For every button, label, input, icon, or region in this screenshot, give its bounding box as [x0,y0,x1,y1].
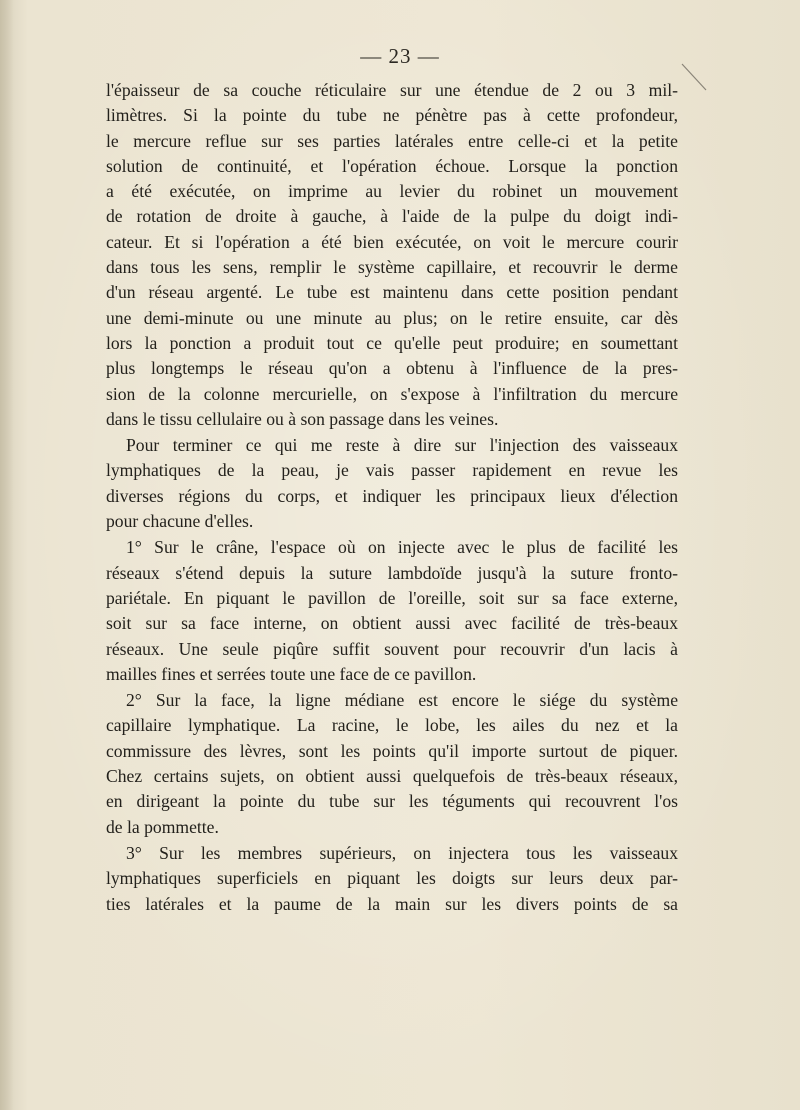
body-text [106,78,678,917]
text-line: a été exécutée, on imprime au levier du robinet un mouvement [106,181,678,202]
text-line: soit sur sa face interne, on obtient aussi avec facilité de très-beaux [106,613,678,634]
text-line: en dirigeant la pointe du tube sur les téguments qui recouvrent l'os [106,791,678,812]
text-line: 1° Sur le crâne, l'espace où on injecte avec le plus de facilité les [126,537,678,558]
page-binding-shadow [0,0,14,1110]
text-line: cateur. Et si l'opération a été bien exécutée, on voit le mercure courir [106,231,678,252]
text-line: l'épaisseur de sa couche réticulaire sur une étendue de 2 ou 3 mil- [106,80,678,100]
text-line: plus longtemps le réseau qu'on a obtenu à l'influence de la pres- [106,358,678,379]
text-line: 3° Sur les membres supérieurs, on injectera tous les vaisseaux [126,842,678,863]
text-line: Pour terminer ce qui me reste à dire sur l'injection des vaisseaux [126,435,678,456]
text-line: commissure des lèvres, sont les points qu'il importe surtout de piquer. [106,740,678,761]
text-line: ties latérales et la paume de la main sur les divers points de sa [106,893,678,914]
text-line: de rotation de droite à gauche, à l'aide de la pulpe du doigt indi- [106,206,678,227]
text-line: dans tous les sens, remplir le système capillaire, et recouvrir le derme [106,257,678,278]
text-line: limètres. Si la pointe du tube ne pénètre pas à cette profondeur, [106,105,678,126]
text-line: solution de continuité, et l'opération échoue. Lorsque la ponction [106,155,678,176]
text-line: d'un réseau argenté. Le tube est maintenu dans cette position pendant [106,282,678,303]
text-line: capillaire lymphatique. La racine, le lobe, les ailes du nez et la [106,715,678,736]
text-line: 2° Sur la face, la ligne médiane est encore le siége du système [126,690,678,711]
text-line: Chez certains sujets, on obtient aussi quelquefois de très-beaux réseaux, [106,766,678,787]
text-line: réseaux. Une seule piqûre suffit souvent pour recouvrir d'un lacis à [106,638,678,659]
text-line: lymphatiques de la peau, je vais passer rapidement en revue les [106,460,678,481]
text-line: de la pommette. [106,816,219,837]
text-line: lymphatiques superficiels en piquant les doigts sur leurs deux par- [106,868,678,889]
text-line: dans le tissu cellulaire ou à son passage dans les veines. [106,408,499,429]
text-line: le mercure reflue sur ses parties latérales entre celle-ci et la petite [106,130,678,151]
text-line: une demi-minute ou une minute au plus; on le retire ensuite, car dès [106,307,678,328]
text-line: pariétale. En piquant le pavillon de l'oreille, soit sur sa face externe, [106,587,678,608]
text-line: lors la ponction a produit tout ce qu'elle peut produire; en soumettant [106,332,678,353]
text-line: diverses régions du corps, et indiquer les principaux lieux d'élection [106,485,678,506]
text-line: sion de la colonne mercurielle, on s'expose à l'infiltration du mercure [106,383,678,404]
text-line: réseaux s'étend depuis la suture lambdoïde jusqu'à la suture fronto- [106,562,678,583]
text-line: mailles fines et serrées toute une face de ce pavillon. [106,663,477,684]
text-line: pour chacune d'elles. [106,511,254,532]
page-number: — 23 — [360,44,440,68]
